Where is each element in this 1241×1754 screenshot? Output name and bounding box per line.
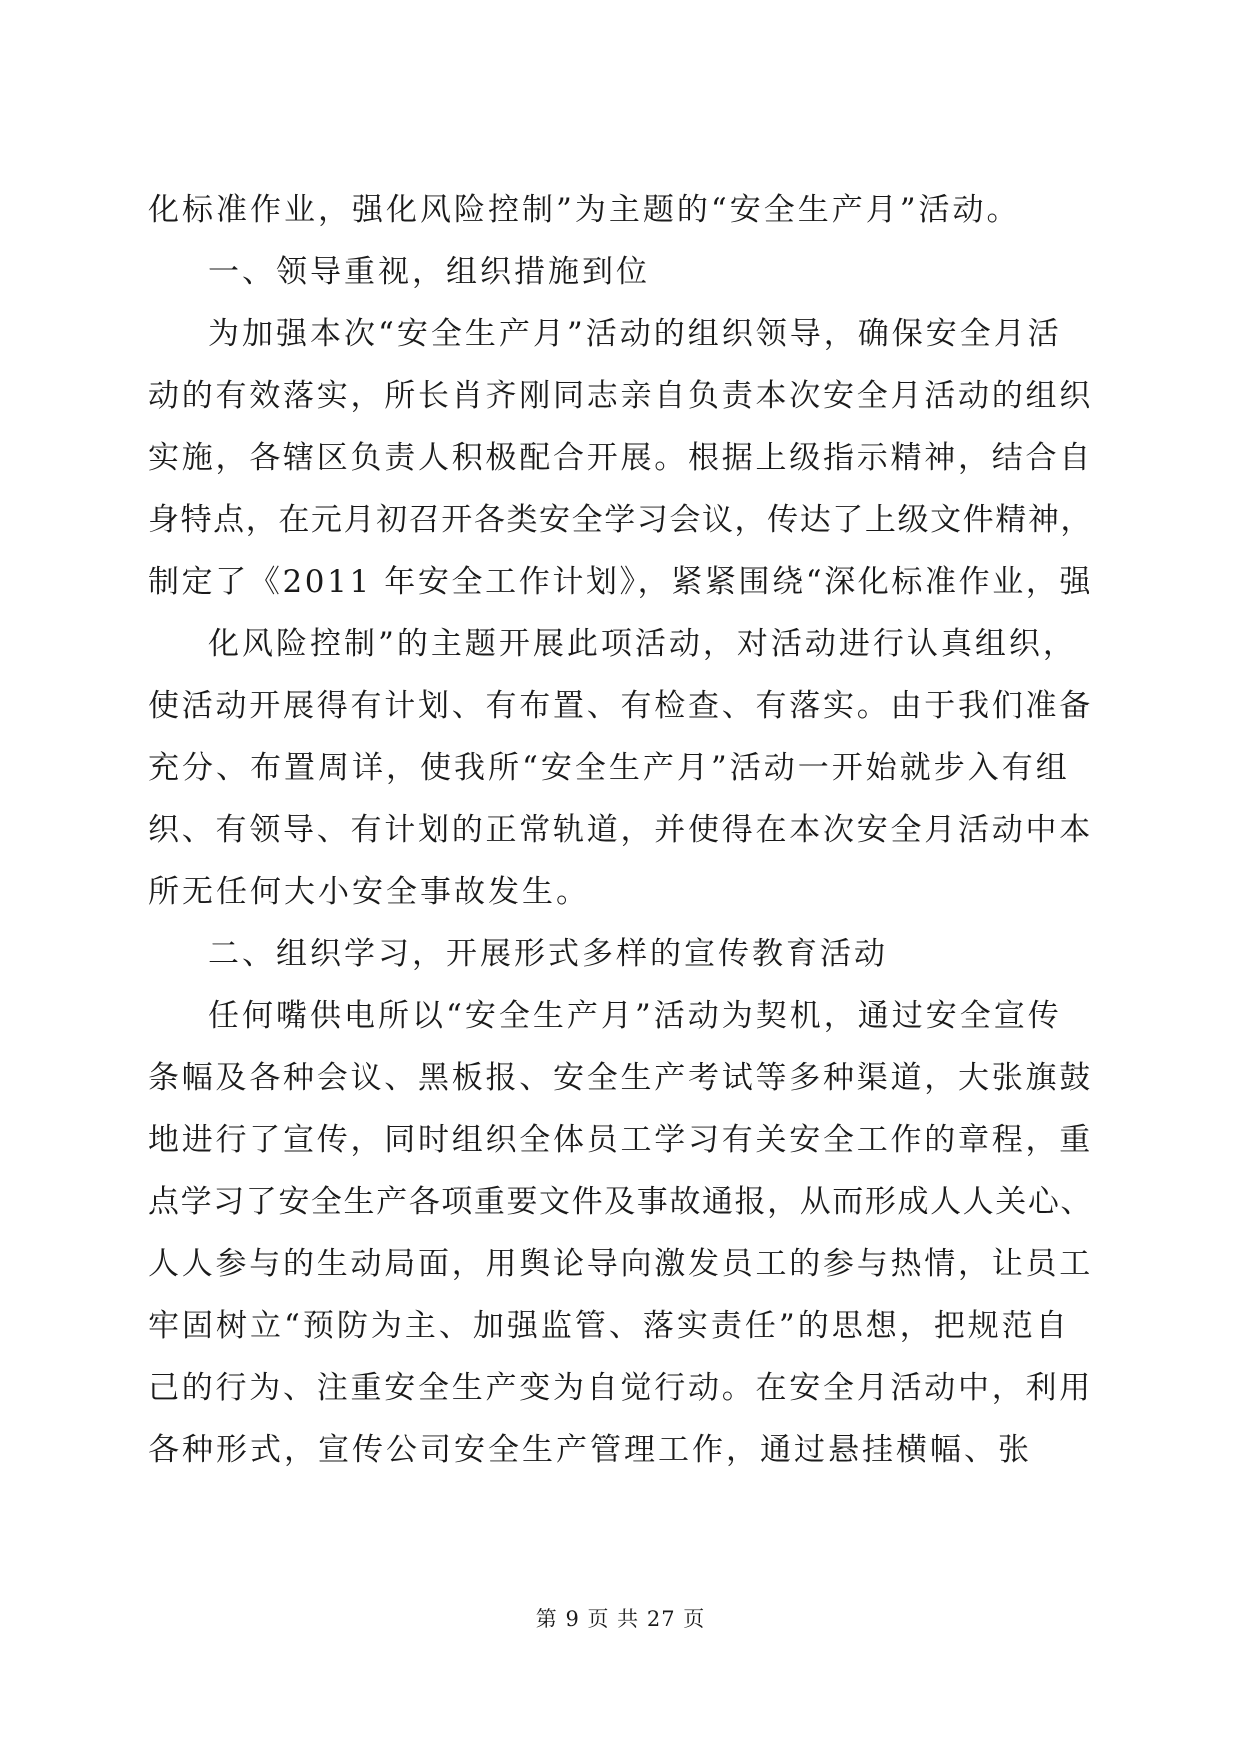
- body-line: 化风险控制”的主题开展此项活动，对活动进行认真组织，: [208, 626, 1077, 662]
- body-line: 化标准作业，强化风险控制”为主题的“安全生产月”活动。: [148, 192, 1021, 228]
- paragraph-first-line: 任何嘴供电所以“安全生产月”活动为契机，通过安全宣传: [208, 998, 1062, 1034]
- body-line: 制定了《2011 年安全工作计划》，紧紧围绕“深化标准作业，强: [148, 564, 1094, 600]
- page-number-footer: 第 9 页 共 27 页: [535, 1607, 706, 1631]
- body-line: 地进行了宣传，同时组织全体员工学习有关安全工作的章程，重: [148, 1122, 1093, 1158]
- body-line: 动的有效落实，所长肖齐刚同志亲自负责本次安全月活动的组织: [148, 378, 1093, 414]
- body-line: 充分、布置周详，使我所“安全生产月”活动一开始就步入有组: [148, 750, 1070, 786]
- body-line: 实施，各辖区负责人积极配合开展。根据上级指示精神，结合自: [148, 440, 1093, 476]
- body-line: 使活动开展得有计划、有布置、有检查、有落实。由于我们准备: [148, 688, 1093, 724]
- body-line: 条幅及各种会议、黑板报、安全生产考试等多种渠道，大张旗鼓: [148, 1060, 1093, 1096]
- body-line: 牢固树立“预防为主、加强监管、落实责任”的思想，把规范自: [148, 1308, 1070, 1344]
- body-line: 织、有领导、有计划的正常轨道，并使得在本次安全月活动中本: [148, 812, 1093, 848]
- section-heading: 一、领导重视，组织措施到位: [208, 254, 650, 290]
- body-line: 身特点，在元月初召开各类安全学习会议，传达了上级文件精神，: [148, 502, 1093, 538]
- body-line: 各种形式，宣传公司安全生产管理工作，通过悬挂横幅、张: [148, 1432, 1032, 1468]
- body-line: 己的行为、注重安全生产变为自觉行动。在安全月活动中，利用: [148, 1370, 1093, 1406]
- body-line: 人人参与的生动局面，用舆论导向激发员工的参与热情，让员工: [148, 1246, 1093, 1282]
- body-line: 所无任何大小安全事故发生。: [148, 874, 590, 910]
- paragraph-first-line: 为加强本次“安全生产月”活动的组织领导，确保安全月活: [208, 316, 1062, 352]
- section-heading: 二、组织学习，开展形式多样的宣传教育活动: [208, 936, 888, 972]
- body-line: 点学习了安全生产各项重要文件及事故通报，从而形成人人关心、: [148, 1184, 1093, 1220]
